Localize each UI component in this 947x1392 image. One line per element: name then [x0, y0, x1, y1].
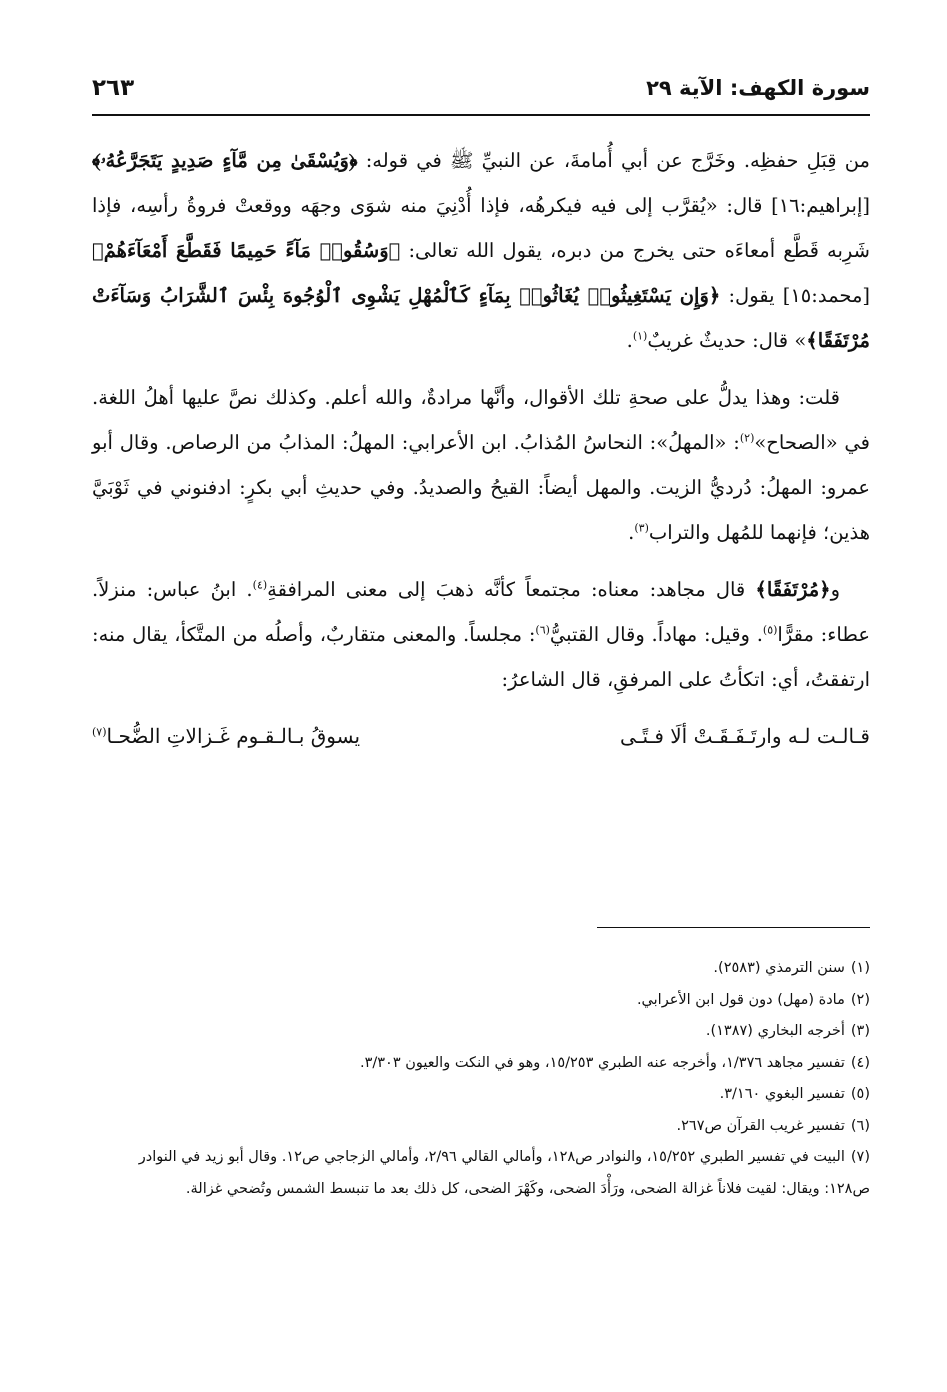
text-run: قال مجاهد: معناه: مجتمعاً كأنَّه ذهبَ إلى معنى المرافقةِ: [267, 578, 756, 601]
footnote-number: (١): [850, 960, 870, 976]
quran-quote: ﴿وَسُقُوا۟ مَآءً حَمِيمًا فَقَطَّعَ أَمْعَآءَهُمْ﴾: [92, 239, 401, 262]
footnote-ref[interactable]: (٣): [634, 521, 649, 535]
quran-quote: ﴿وَيُسْقَىٰ مِن مَّآءٍ صَدِيدٍ يَتَجَرَّعُهُۥ﴾: [92, 149, 358, 172]
footnote: [92, 1111, 870, 1143]
text-run: قلت: وهذا يدلُّ على صحةِ تلك الأقوال، وأنَّها مرادةٌ، والله أعلم. وكذلك نصَّ عليها أهلُ اللغة. في «الصحاح»: [92, 386, 870, 454]
quran-quote: ﴿مُرْتَفَقًا﴾: [755, 578, 831, 601]
text-run: .: [628, 521, 635, 544]
text-run: . ابنُ عباس: منزلاً. عطاء: مقرًّا: [92, 578, 870, 646]
footnote: [92, 1016, 870, 1048]
text-run: [إبراهيم:١٦] قال: «يُقرَّب إلى فيه فيكرهُه، فإذا أُدْنِيَ منه شوَى وجهَه ووقعتْ فروةُ رأسِه، فإذا شَرِبه قَطَّع أمعاءَه حتى يخرج من دبره، يقول الله تعالى:: [92, 194, 871, 262]
text-run: يسوقُ بـالـقـوم غَـزالاتِ الضُّحـا: [106, 724, 361, 748]
footnote-ref[interactable]: (٧): [92, 725, 107, 739]
footnote-number: (٥): [850, 1086, 870, 1102]
footnote-text: سنن الترمذي (٢٥٨٣).: [713, 960, 845, 976]
main-text: [92, 138, 870, 759]
footnote-number: (٢): [850, 991, 870, 1008]
text-run: [محمد:١٥] يقول:: [720, 284, 871, 307]
paragraph-1: [92, 138, 870, 363]
footnote-text: أخرجه البخاري (١٣٨٧).: [705, 1023, 845, 1039]
footnote-number: (٦): [850, 1117, 870, 1134]
page-header: [92, 66, 870, 110]
text-run: » قال: حديثٌ غريبٌ: [647, 329, 807, 352]
page-number: ٢٦٣: [92, 75, 135, 101]
text-run: : «المهلُ»: النحاسُ المُذابُ. ابن الأعرابي: المهلُ: المذابُ من الرصاص. وقال أبو عمرو: المهلُ: دُرديُّ الزيت. والمهل أيضاً: القيحُ والصديدُ. وفي حديثِ أبي بكرٍ: ادفنوني في ثَوْبَيَّ هذين؛ فإنهما للمُهل والتراب: [92, 431, 870, 544]
poetry-verse: [92, 714, 870, 759]
surah-verse-title: سورة الكهف: الآية ٢٩: [646, 76, 870, 100]
footnote-number: (٣): [850, 1023, 870, 1039]
footnote-text: تفسير غريب القرآن ص٢٦٧.: [676, 1117, 845, 1134]
footnote: [92, 1079, 870, 1111]
footnote-number: (٧): [850, 1149, 870, 1165]
footnote: [92, 1142, 870, 1205]
footnote-divider: [597, 927, 870, 928]
footnote-text: مادة (مهل) دون قول ابن الأعرابي.: [636, 991, 845, 1008]
footnote-ref[interactable]: (٥): [762, 623, 778, 637]
footnote-number: (٤): [850, 1054, 870, 1071]
footnote: [92, 1048, 870, 1080]
paragraph-2: [92, 375, 870, 555]
text-run: . وقيل: مهاداً. وقال القتبيُّ: [549, 623, 763, 646]
text-run: .: [626, 329, 633, 352]
footnote-text: تفسير البغوي ٣/١٦٠.: [719, 1086, 845, 1102]
text-run: و: [830, 578, 840, 601]
footnote: [92, 985, 870, 1017]
footnote-ref[interactable]: (٤): [252, 578, 268, 592]
footnote: [92, 953, 870, 985]
footnote-text: البيت في تفسير الطبري ١٥/٢٥٢، والنوادر ص١٢٨، وأمالي القالي ٢/٩٦، وأمالي الزجاجي ص١٢. وقال أبو زيد في النوادر ص١٢٨: ويقال: لقيت فلاناً غزالة الضحى، ورَأْدَ الضحى، وكَهْرَ الضحى، كل ذلك بعد ما تنبسط الشمس وتُضحي غزالة.: [138, 1149, 870, 1197]
footnotes: [92, 953, 870, 1205]
footnote-ref[interactable]: (١): [632, 329, 648, 343]
header-divider: [92, 114, 870, 116]
text-run: : مجلساً. والمعنى متقاربٌ، وأصلُه من المتَّكأ، يقال منه: ارتفقتُ، أي: اتكأتُ على المرفقِ، قال الشاعرُ:: [92, 623, 870, 691]
paragraph-3: [92, 567, 870, 702]
text-run: من قِبَلِ حفظِه. وخَرَّج عن أبي أُمامةَ، عن النبيِّ ﷺ في قوله:: [357, 149, 870, 172]
footnote-ref[interactable]: (٦): [535, 623, 550, 637]
footnote-text: تفسير مجاهد ١/٣٧٦، وأخرجه عنه الطبري ١٥/٢٥٣، وهو في النكت والعيون ٣/٣٠٣.: [359, 1054, 845, 1071]
footnote-ref[interactable]: (٢): [739, 431, 755, 445]
quran-quote: ﴿وَإِن يَسْتَغِيثُوا۟ يُغَاثُوا۟ بِمَآءٍ كَٱلْمُهْلِ يَشْوِى ٱلْوُجُوهَ بِئْسَ ٱلشَّرَابُ وَسَآءَتْ مُرْتَفَقًا﴾: [92, 284, 870, 352]
verse-first-hemistich: قـالـت لـه وارتَـفَـقَـتْ ألَا فـتًـى: [619, 724, 870, 748]
verse-second-hemistich: [92, 714, 360, 759]
